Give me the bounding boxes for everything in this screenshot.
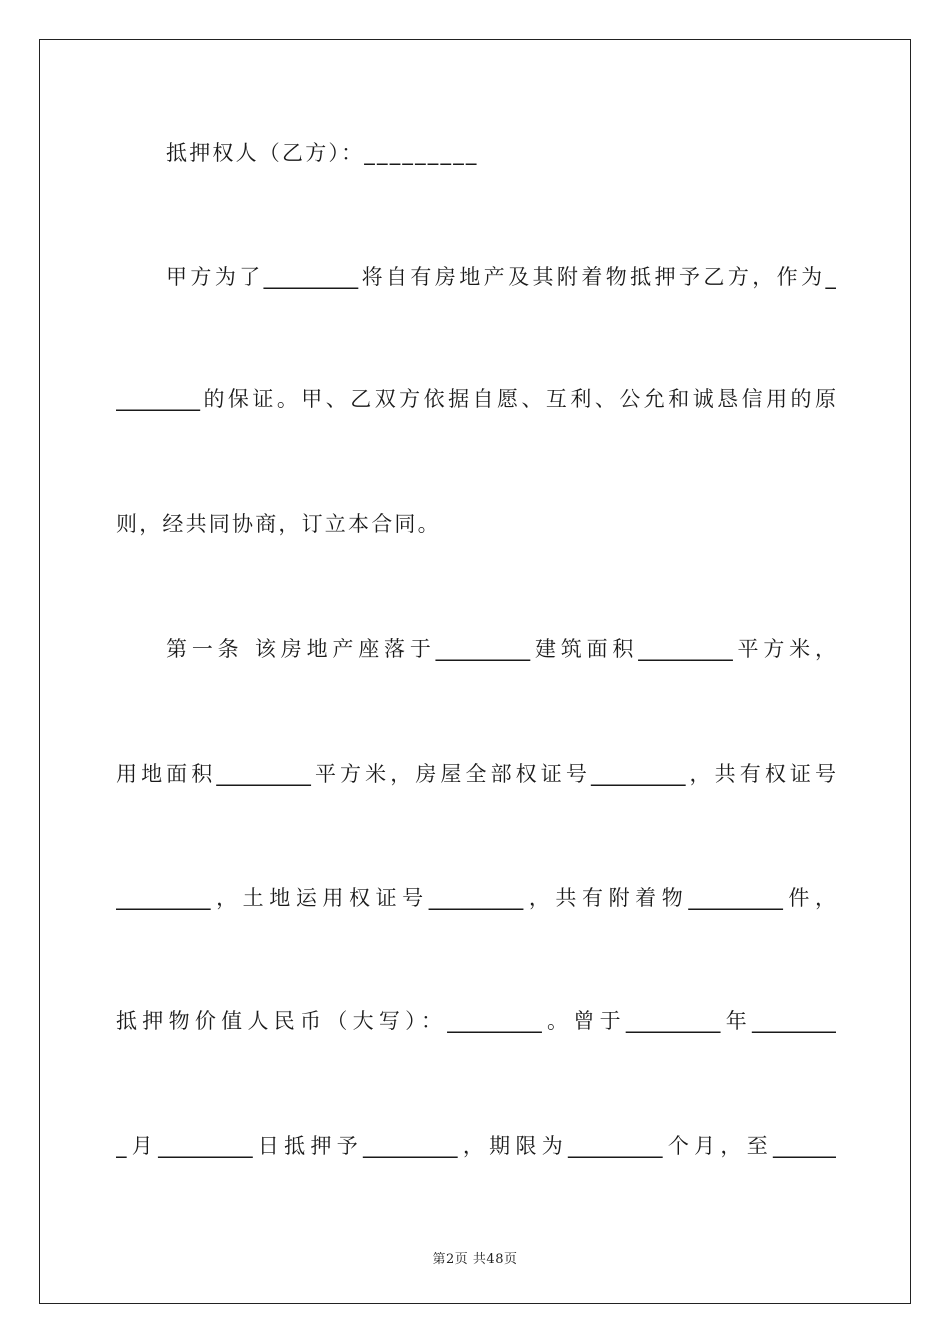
text-line-purpose: 甲方为了_________将自有房地产及其附着物抵押予乙方，作为_ [166, 265, 836, 289]
text-line-value: 抵押物价值人民币（大写）：_________。曾于_________年________ [116, 1009, 836, 1033]
page-number-footer: 第2页 共48页 [432, 1252, 518, 1267]
text-line-period: _月_________日抵押予_________，期限为_________个月，至______ [116, 1134, 836, 1158]
text-line-article-one: 第一条 该房地产座落于_________建筑面积_________平方米， [166, 637, 836, 661]
text-line-mortgagee: 抵押权人（乙方）：_________ [166, 141, 479, 165]
text-line-guarantee: ________的保证。甲、乙双方依据自愿、互利、公允和诚恳信用的原 [116, 387, 836, 411]
page-border [39, 39, 911, 1304]
text-line-land-use-cert: _________，土地运用权证号_________，共有附着物_________件， [116, 886, 836, 910]
text-line-land-area: 用地面积_________平方米，房屋全部权证号_________，共有权证号 [116, 762, 836, 786]
text-line-principle: 则，经共同协商，订立本合同。 [116, 512, 441, 536]
